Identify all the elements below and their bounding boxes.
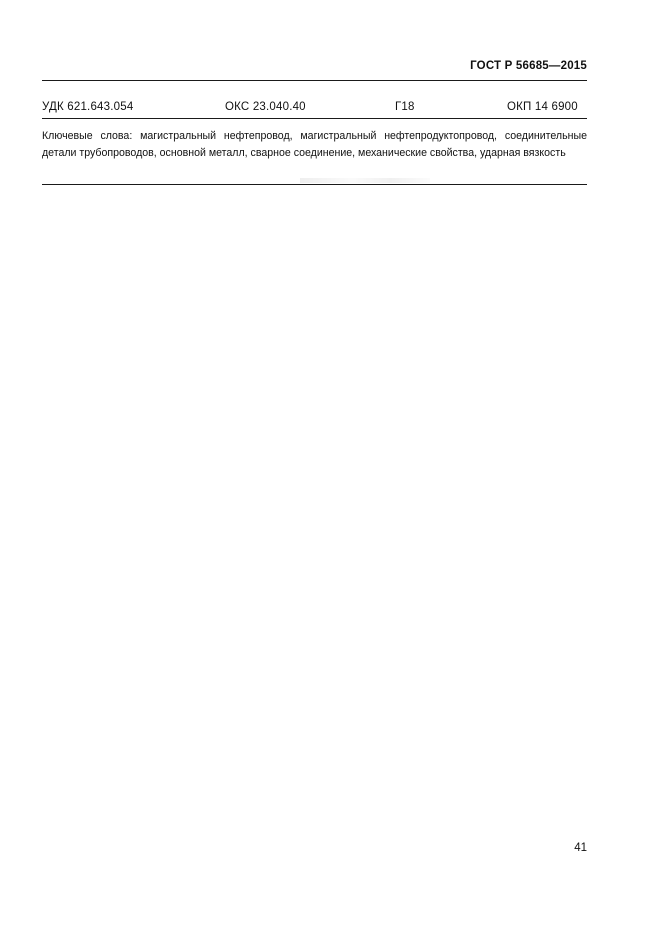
- header-divider-top: [42, 80, 587, 81]
- classification-codes-row: [42, 101, 587, 117]
- code-oks: ОКС 23.040.40: [225, 101, 306, 113]
- standard-designation: ГОСТ Р 56685—2015: [470, 60, 587, 72]
- page-number: 41: [574, 842, 587, 854]
- scan-artifact: [300, 178, 430, 183]
- document-header: [42, 56, 587, 74]
- keywords-divider-bottom: [42, 184, 587, 185]
- codes-divider: [42, 118, 587, 119]
- code-udk: УДК 621.643.054: [42, 101, 134, 113]
- code-okp: ОКП 14 6900: [507, 101, 578, 113]
- keywords-block: Ключевые слова: магистральный нефтепровод, магистральный нефтепродуктопровод, соединительные детали трубопроводов, основной металл, сварное соединение, механические свойства, ударная вязкость: [42, 130, 587, 159]
- code-group: Г18: [395, 101, 415, 113]
